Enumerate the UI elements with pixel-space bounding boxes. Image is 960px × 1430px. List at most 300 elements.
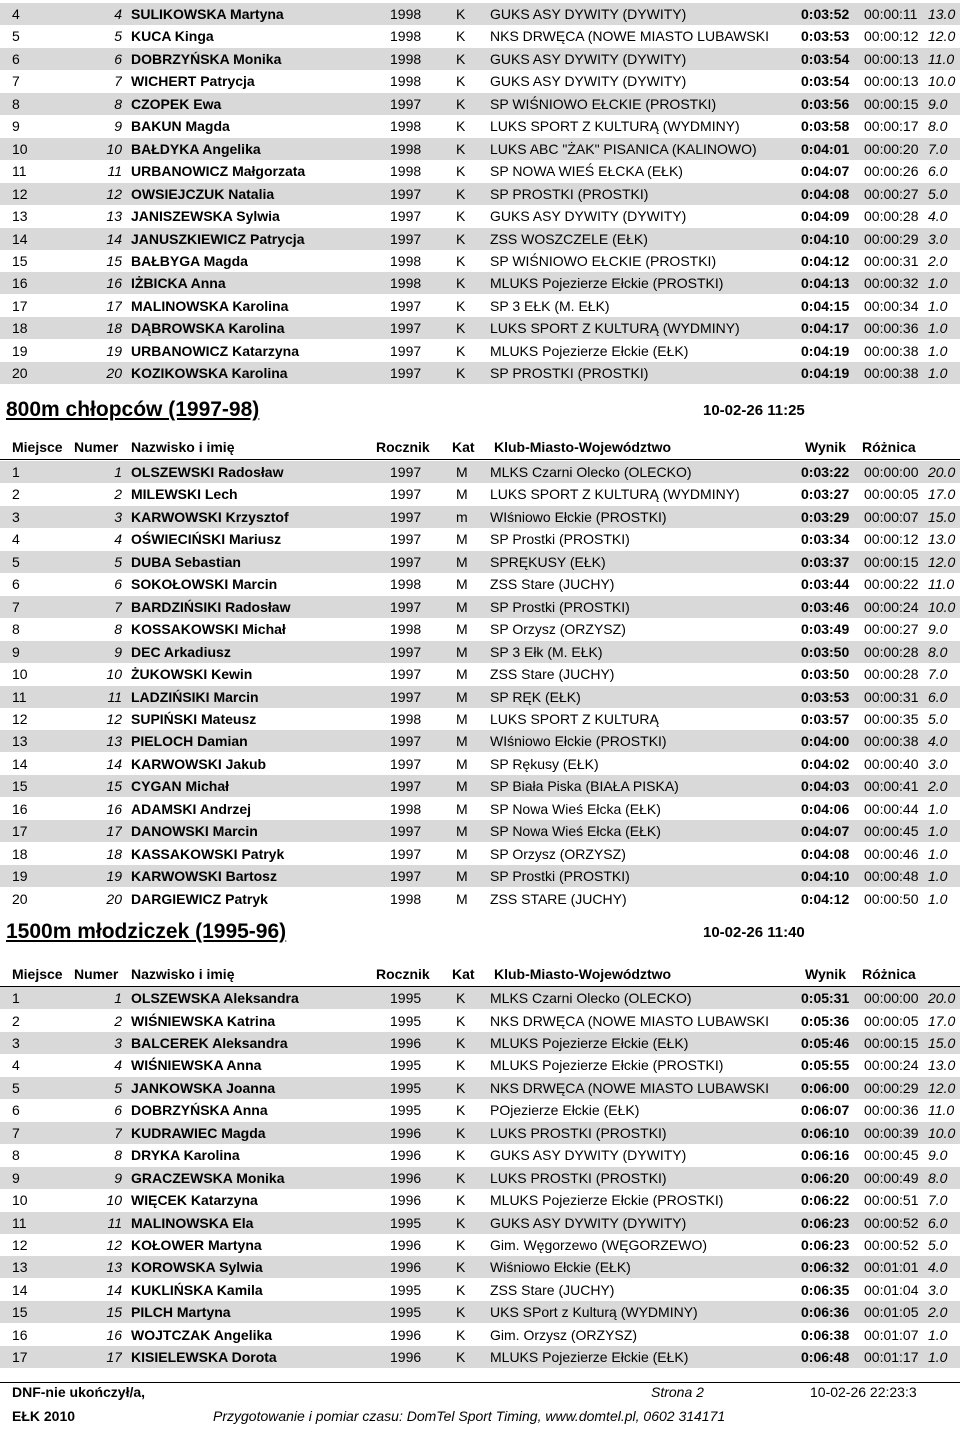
athlete-name: DUBA Sebastian [131,553,241,570]
result-time: 0:04:00 [801,733,850,750]
birth-year: 1998 [390,621,422,638]
athlete-name: KOŁOWER Martyna [131,1237,262,1253]
place: 7 [12,1124,20,1141]
result-time: 0:04:07 [801,163,850,180]
points: 17.0 [928,486,956,503]
category: K [456,140,466,157]
bib-number: 1 [114,990,122,1006]
points: 2.0 [928,1304,948,1321]
club: Gim. Węgorzewo (WĘGORZEWO) [490,1237,708,1253]
birth-year: 1997 [390,531,422,548]
result-time: 0:03:53 [801,688,850,705]
time-difference: 00:00:00 [864,990,919,1006]
athlete-name: URBANOWICZ Katarzyna [131,342,300,359]
time-difference: 00:00:13 [864,73,919,90]
category: K [456,342,466,359]
points: 11.0 [928,50,955,67]
result-time: 0:05:31 [801,990,850,1006]
place: 18 [12,320,28,337]
time-difference: 00:00:52 [864,1237,919,1253]
time-difference: 00:00:12 [864,28,919,45]
place: 17 [12,823,28,840]
category: M [456,845,468,862]
result-time: 0:04:08 [801,845,850,862]
points: 5.0 [928,185,948,202]
table-row [0,115,960,137]
club: ZSS WOSZCZELE (EŁK) [490,230,648,247]
result-time: 0:06:10 [801,1124,850,1141]
bib-number: 12 [106,185,122,202]
time-difference: 00:00:24 [864,1057,919,1074]
time-difference: 00:00:32 [864,275,919,292]
bib-number: 13 [106,1259,122,1276]
result-time: 0:04:12 [801,252,850,269]
category: m [456,508,468,525]
table-row [0,1054,960,1076]
table-row [0,573,960,595]
column-header: Klub-Miasto-Województwo [494,966,672,982]
bib-number: 4 [114,531,122,548]
birth-year: 1997 [390,553,422,570]
club: SP WIŚNIOWO EŁCKIE (PROSTKI) [490,252,717,269]
athlete-name: MILEWSKI Lech [131,486,238,503]
athlete-name: BAŁBYGA Magda [131,252,248,269]
column-header: Różnica [862,439,916,455]
bib-number: 5 [114,28,122,45]
birth-year: 1998 [390,73,422,90]
athlete-name: JANISZEWSKA Sylwia [131,208,280,224]
club: SP Rękusy (EŁK) [490,755,599,772]
birth-year: 1996 [390,1259,422,1276]
table-row [0,362,960,384]
athlete-name: JANKOWSKA Joanna [131,1079,276,1096]
category: M [456,486,468,503]
bib-number: 17 [106,1349,122,1366]
points: 11.0 [928,576,955,593]
category: K [456,1281,466,1298]
athlete-name: BALCEREK Aleksandra [131,1034,288,1051]
bib-number: 16 [106,1326,122,1343]
birth-year: 1996 [390,1237,422,1253]
points: 3.0 [928,1281,948,1298]
category: M [456,711,468,727]
place: 19 [12,868,28,885]
result-time: 0:03:37 [801,553,850,570]
birth-year: 1997 [390,868,422,885]
birth-year: 1996 [390,1147,422,1164]
column-header: Wynik [805,966,846,982]
athlete-name: OWSIEJCZUK Natalia [131,185,275,202]
result-time: 0:04:13 [801,275,850,292]
points: 17.0 [928,1012,956,1029]
bib-number: 10 [106,666,122,682]
table-row [0,228,960,250]
club: GUKS ASY DYWITY (DYWITY) [490,50,687,67]
bib-number: 14 [106,230,122,247]
result-time: 0:06:38 [801,1326,850,1343]
points: 6.0 [928,163,948,180]
time-difference: 00:00:36 [864,320,919,337]
place: 1 [12,464,20,480]
category: M [456,890,468,907]
result-time: 0:06:00 [801,1079,850,1096]
time-difference: 00:00:28 [864,208,919,224]
table-row [0,340,960,362]
club: SP 3 EŁK (M. EŁK) [490,297,610,314]
bib-number: 2 [114,1012,122,1029]
birth-year: 1997 [390,688,422,705]
time-difference: 00:00:22 [864,576,919,593]
athlete-name: SOKOŁOWSKI Marcin [131,576,278,593]
table-row [0,70,960,92]
category: K [456,1057,466,1074]
place: 10 [12,140,28,157]
birth-year: 1997 [390,230,422,247]
club: WIśniowo Ełckie (PROSTKI) [490,508,667,525]
table-header-section2 [0,963,960,985]
points: 2.0 [928,252,948,269]
points: 4.0 [928,733,948,750]
table-row [0,618,960,640]
table-row [0,138,960,160]
place: 1 [12,990,20,1006]
place: 17 [12,1349,28,1366]
time-difference: 00:00:52 [864,1214,919,1231]
category: M [456,823,468,840]
table-row [0,596,960,618]
time-difference: 00:00:38 [864,733,919,750]
table-row [0,295,960,317]
table-row [0,3,960,25]
points: 20.0 [928,990,956,1006]
table-row [0,250,960,272]
time-difference: 00:00:38 [864,342,919,359]
result-time: 0:05:46 [801,1034,850,1051]
birth-year: 1997 [390,845,422,862]
bib-number: 16 [106,800,122,817]
result-time: 0:04:10 [801,868,850,885]
category: K [456,297,466,314]
column-header: Miejsce [12,966,63,982]
birth-year: 1997 [390,755,422,772]
bib-number: 20 [106,890,122,907]
place: 18 [12,845,28,862]
club: SP Orzysz (ORZYSZ) [490,621,626,638]
bib-number: 4 [114,1057,122,1074]
place: 6 [12,50,20,67]
column-header: Rocznik [376,966,430,982]
bib-number: 9 [114,1169,122,1186]
category: K [456,365,466,382]
category: K [456,73,466,90]
birth-year: 1997 [390,185,422,202]
place: 13 [12,208,28,224]
club: SP Orzysz (ORZYSZ) [490,845,626,862]
athlete-name: CZOPEK Ewa [131,95,222,112]
points: 6.0 [928,1214,948,1231]
column-header: Miejsce [12,439,63,455]
result-time: 0:06:36 [801,1304,850,1321]
time-difference: 00:00:45 [864,1147,919,1164]
time-difference: 00:00:44 [864,800,919,817]
bib-number: 6 [114,576,122,593]
category: M [456,755,468,772]
table-row [0,272,960,294]
athlete-name: IŻBICKA Anna [131,275,226,292]
points: 9.0 [928,1147,948,1164]
time-difference: 00:01:01 [864,1259,919,1276]
category: M [456,531,468,548]
points: 10.0 [928,598,956,615]
place: 13 [12,1259,28,1276]
athlete-name: BARDZIŃSIKI Radosław [131,598,291,615]
place: 14 [12,755,28,772]
column-header: Nazwisko i imię [131,966,235,982]
athlete-name: KOSSAKOWSKI Michał [131,621,286,638]
bib-number: 15 [106,778,122,795]
athlete-name: KUDRAWIEC Magda [131,1124,266,1141]
bib-number: 7 [114,73,122,90]
birth-year: 1995 [390,990,422,1006]
athlete-name: OŚWIECIŃSKI Mariusz [131,531,282,548]
result-time: 0:06:07 [801,1102,850,1119]
club: NKS DRWĘCA (NOWE MIASTO LUBAWSKI [490,1079,770,1096]
time-difference: 00:00:38 [864,365,919,382]
club: MLUKS Pojezierze Ełckie (PROSTKI) [490,1192,724,1208]
bib-number: 1 [114,464,122,480]
club: ZSS Stare (JUCHY) [490,666,615,682]
points: 7.0 [928,140,948,157]
club: GUKS ASY DYWITY (DYWITY) [490,1147,687,1164]
club: MLUKS Pojezierze Ełckie (PROSTKI) [490,1057,724,1074]
category: K [456,208,466,224]
table-row [0,1279,960,1301]
club: SP WIŚNIOWO EŁCKIE (PROSTKI) [490,95,717,112]
place: 2 [12,1012,20,1029]
category: K [456,1349,466,1366]
result-time: 0:04:01 [801,140,850,157]
birth-year: 1998 [390,6,422,22]
result-time: 0:04:07 [801,823,850,840]
club: SP 3 Ełk (M. EŁK) [490,643,603,660]
birth-year: 1997 [390,95,422,112]
result-time: 0:06:22 [801,1192,850,1208]
time-difference: 00:00:35 [864,711,919,727]
table-row [0,461,960,483]
athlete-name: KOZIKOWSKA Karolina [131,365,288,382]
points: 7.0 [928,666,948,682]
birth-year: 1998 [390,576,422,593]
place: 4 [12,1057,20,1074]
footer-page-number: Strona 2 [651,1384,704,1400]
category: M [456,621,468,638]
birth-year: 1997 [390,464,422,480]
place: 11 [12,688,27,705]
table-row [0,987,960,1009]
time-difference: 00:00:28 [864,643,919,660]
athlete-name: GRACZEWSKA Monika [131,1169,285,1186]
club: Gim. Orzysz (ORZYSZ) [490,1326,637,1343]
time-difference: 00:01:07 [864,1326,919,1343]
category: K [456,252,466,269]
club: ZSS STARE (JUCHY) [490,890,627,907]
birth-year: 1998 [390,275,422,292]
points: 1.0 [928,868,948,885]
category: M [456,553,468,570]
birth-year: 1998 [390,890,422,907]
birth-year: 1998 [390,140,422,157]
athlete-name: DANOWSKI Marcin [131,823,258,840]
table-row [0,48,960,70]
table-row [0,753,960,775]
athlete-name: KARWOWSKI Krzysztof [131,508,289,525]
bib-number: 9 [114,643,122,660]
time-difference: 00:00:17 [864,118,919,135]
category: M [456,643,468,660]
athlete-name: BAKUN Magda [131,118,230,135]
club: SP Prostki (PROSTKI) [490,868,630,885]
table-header-section1 [0,436,960,458]
birth-year: 1997 [390,297,422,314]
footer-divider [0,1382,960,1383]
bib-number: 6 [114,1102,122,1119]
club: LUKS PROSTKI (PROSTKI) [490,1124,667,1141]
footer-print-timestamp: 10-02-26 22:23:3 [810,1384,917,1400]
athlete-name: PILCH Martyna [131,1304,231,1321]
athlete-name: ŻUKOWSKI Kewin [131,666,253,682]
column-header: Numer [74,439,119,455]
club: SP Biała Piska (BIAŁA PISKA) [490,778,679,795]
time-difference: 00:00:29 [864,1079,919,1096]
place: 12 [12,711,28,727]
points: 1.0 [928,823,948,840]
table-row [0,1010,960,1032]
result-time: 0:04:02 [801,755,850,772]
result-time: 0:04:08 [801,185,850,202]
athlete-name: URBANOWICZ Małgorzata [131,163,306,180]
category: K [456,163,466,180]
athlete-name: KARWOWSKI Bartosz [131,868,277,885]
time-difference: 00:00:50 [864,890,919,907]
athlete-name: MALINOWSKA Ela [131,1214,254,1231]
table-row [0,205,960,227]
table-row [0,686,960,708]
birth-year: 1996 [390,1192,422,1208]
athlete-name: BAŁDYKA Angelika [131,140,261,157]
birth-year: 1997 [390,508,422,525]
column-header: Wynik [805,439,846,455]
time-difference: 00:00:40 [864,755,919,772]
club: Wiśniowo Ełckie (EŁK) [490,1259,631,1276]
category: K [456,275,466,292]
section-time-800m-boys: 10-02-26 11:25 [703,402,805,419]
result-time: 0:04:03 [801,778,850,795]
section-title-1500m-girls: 1500m młodziczek (1995-96) [6,920,287,943]
points: 1.0 [928,800,948,817]
club: GUKS ASY DYWITY (DYWITY) [490,208,687,224]
place: 7 [12,73,20,90]
column-header: Nazwisko i imię [131,439,235,455]
place: 20 [12,365,28,382]
athlete-name: CYGAN Michał [131,778,230,795]
birth-year: 1997 [390,208,422,224]
time-difference: 00:00:31 [864,688,919,705]
table-row [0,25,960,47]
result-time: 0:03:54 [801,73,850,90]
category: K [456,6,466,22]
bib-number: 16 [106,275,122,292]
table-row [0,1099,960,1121]
header-divider [0,459,960,460]
place: 3 [12,1034,20,1051]
athlete-name: JANUSZKIEWICZ Patrycja [131,230,305,247]
place: 12 [12,185,28,202]
club: GUKS ASY DYWITY (DYWITY) [490,1214,687,1231]
time-difference: 00:00:12 [864,531,919,548]
birth-year: 1996 [390,1169,422,1186]
place: 10 [12,1192,28,1208]
category: M [456,688,468,705]
bib-number: 13 [106,733,122,750]
time-difference: 00:00:45 [864,823,919,840]
bib-number: 4 [114,6,122,22]
bib-number: 17 [106,297,122,314]
table-row [0,183,960,205]
time-difference: 00:00:00 [864,464,919,480]
place: 19 [12,342,28,359]
athlete-name: KUKLIŃSKA Kamila [131,1281,263,1298]
bib-number: 10 [106,1192,122,1208]
birth-year: 1997 [390,643,422,660]
category: K [456,185,466,202]
result-time: 0:03:22 [801,464,850,480]
place: 8 [12,95,20,112]
table-row [0,506,960,528]
points: 9.0 [928,621,948,638]
table-row [0,1256,960,1278]
birth-year: 1996 [390,1326,422,1343]
points: 1.0 [928,845,948,862]
birth-year: 1998 [390,800,422,817]
place: 2 [12,486,20,503]
place: 15 [12,778,28,795]
points: 15.0 [928,508,956,525]
points: 8.0 [928,118,948,135]
category: M [456,576,468,593]
result-time: 0:06:23 [801,1237,850,1253]
result-time: 0:03:54 [801,50,850,67]
table-row [0,551,960,573]
category: K [456,1259,466,1276]
birth-year: 1995 [390,1012,422,1029]
birth-year: 1995 [390,1304,422,1321]
bib-number: 6 [114,50,122,67]
result-time: 0:04:10 [801,230,850,247]
bib-number: 12 [106,1237,122,1253]
result-time: 0:03:46 [801,598,850,615]
club: NKS DRWĘCA (NOWE MIASTO LUBAWSKI [490,1012,770,1029]
birth-year: 1997 [390,486,422,503]
category: M [456,598,468,615]
time-difference: 00:00:05 [864,1012,919,1029]
bib-number: 5 [114,553,122,570]
points: 11.0 [928,1102,955,1119]
bib-number: 19 [106,342,122,359]
birth-year: 1997 [390,320,422,337]
bib-number: 9 [114,118,122,135]
time-difference: 00:00:36 [864,1102,919,1119]
athlete-name: KISIELEWSKA Dorota [131,1349,277,1366]
